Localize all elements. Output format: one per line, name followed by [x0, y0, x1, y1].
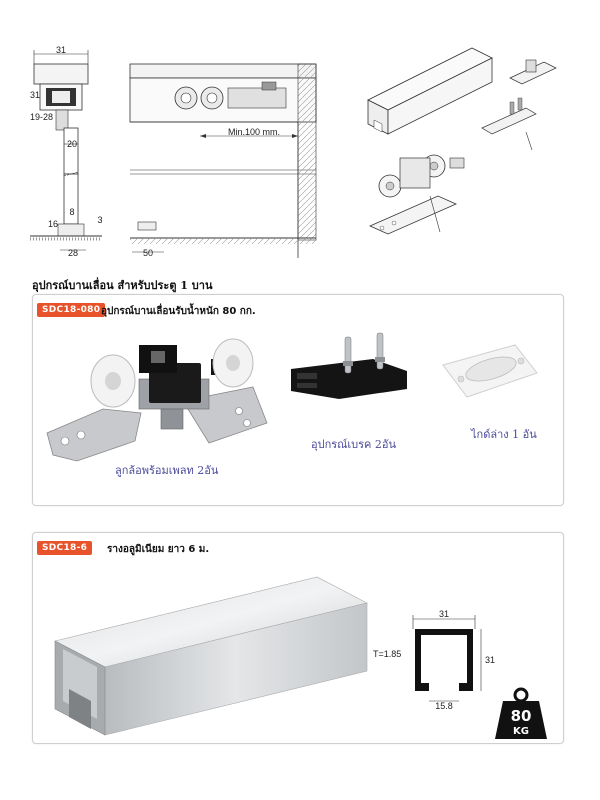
weight-unit: KG — [513, 726, 529, 737]
roller-plate-image — [43, 323, 273, 463]
dim-width-50: 50 — [142, 248, 154, 258]
dim-width-28: 28 — [67, 248, 79, 258]
product-code-badge: SDC18-080 — [37, 303, 105, 317]
profile-height: 31 — [485, 655, 496, 665]
rail-profile-drawing — [373, 609, 496, 711]
product-title: รางอลูมิเนียม ยาว 6 ม. — [107, 544, 210, 555]
product-card-sdc18-080 — [32, 294, 564, 506]
dim-top-width: 31 — [55, 45, 67, 55]
section-heading: อุปกรณ์บานเลื่อน สำหรับประตู 1 บาน — [32, 279, 213, 292]
dim-width-20: 20 — [66, 139, 78, 149]
dim-height-31: 31 — [30, 90, 41, 100]
brake-caption: อุปกรณ์เบรค 2อัน — [311, 438, 396, 451]
profile-opening: 15.8 — [435, 701, 453, 711]
section-drawing — [30, 44, 105, 259]
aluminium-rail-image — [47, 569, 377, 739]
product-title: อุปกรณ์บานเลื่อนรับน้ำหนัก 80 กก. — [101, 306, 256, 317]
brake-image — [283, 331, 413, 411]
guide-image — [433, 331, 543, 411]
dim-height-3: 3 — [97, 215, 103, 225]
weight-80kg-icon — [493, 687, 549, 741]
product-code-badge: SDC18-6 — [37, 541, 92, 555]
profile-width: 31 — [438, 609, 450, 619]
guide-caption: ไกด์ล่าง 1 อัน — [471, 428, 537, 441]
dim-width-8: 8 — [69, 207, 75, 217]
weight-value: 80 — [510, 707, 532, 725]
dim-height-16: 16 — [48, 219, 59, 229]
roller-caption: ลูกล้อพร้อมเพลท 2อัน — [115, 464, 219, 477]
dim-range: 19-28 — [30, 112, 54, 122]
profile-thickness: T=1.85 — [373, 649, 402, 659]
product-card-sdc18-6 — [32, 532, 564, 744]
isometric-drawing — [360, 46, 560, 242]
dim-min-gap: Min.100 mm. — [228, 127, 281, 137]
elevation-drawing — [128, 62, 320, 258]
